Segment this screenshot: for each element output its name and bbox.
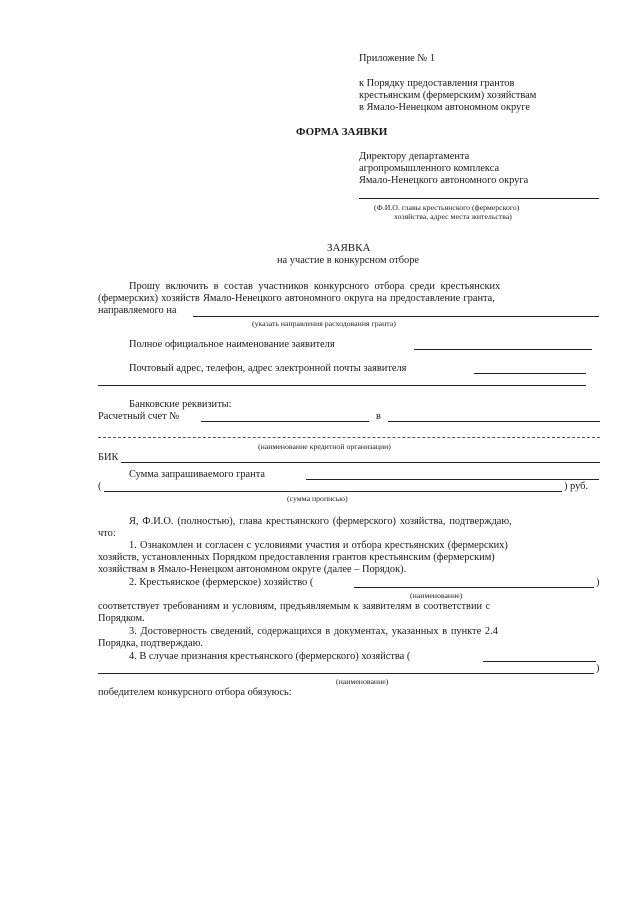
item-1-line-2: хозяйств, установленных Порядком предоставления грантов крестьянским (фермерским)	[98, 552, 495, 563]
procedure-ref-line-2: крестьянским (фермерским) хозяйствам	[359, 90, 537, 101]
confirm-intro-line-2: что:	[98, 528, 116, 539]
addressee-line-3: Ямало-Ненецкого автономного округа	[359, 175, 529, 186]
account-label: Расчетный счет №	[98, 411, 180, 422]
applicant-hint-line-1: (Ф.И.О. главы крестьянского (фермерского)	[374, 203, 520, 212]
account-number-field[interactable]	[201, 421, 369, 422]
full-name-label: Полное официальное наименование заявителя	[129, 339, 335, 350]
item-3-line-1: 3. Достоверность сведений, содержащихся в документах, указанных в пункте 2.4	[129, 626, 498, 637]
full-name-field[interactable]	[414, 349, 592, 350]
bik-field[interactable]	[121, 462, 600, 463]
item-4-line-1: 4. В случае признания крестьянского (фермерского) хозяйства (	[129, 651, 411, 662]
request-line-1: Прошу включить в состав участников конкурсного отбора среди крестьянских	[129, 281, 501, 292]
farm-name-hint: (наименование)	[410, 591, 463, 600]
item-3-line-2: Порядка, подтверждаю.	[98, 638, 204, 649]
bank-name-hint: (наименование кредитной организации)	[258, 442, 391, 451]
item-1-line-1: 1. Ознакомлен и согласен с условиями участия и отбора крестьянских (фермерских)	[129, 540, 508, 551]
application-subtitle: на участие в конкурсном отборе	[277, 255, 420, 266]
bank-name-field[interactable]	[388, 421, 600, 422]
item-2-close: )	[596, 577, 600, 588]
amount-words-hint: (сумма прописью)	[287, 494, 348, 503]
procedure-ref-line-3: в Ямало-Ненецком автономном округе	[359, 102, 530, 113]
item-4-line-2: победителем конкурсного отбора обязуюсь:	[98, 687, 292, 698]
application-title: ЗАЯВКА	[327, 242, 371, 254]
bik-label: БИК	[98, 452, 119, 463]
grant-purpose-field[interactable]	[193, 316, 599, 317]
grant-amount-field[interactable]	[306, 479, 599, 480]
postal-address-field[interactable]	[474, 373, 586, 374]
item-2-line-2: соответствует требованиям и условиям, предъявляемым к заявителям в соответствии с	[98, 601, 491, 612]
request-line-3: направляемого на	[98, 305, 177, 316]
form-title: ФОРМА ЗАЯВКИ	[296, 126, 388, 138]
bank-details-label: Банковские реквизиты:	[129, 399, 232, 410]
winner-farm-name-hint: (наименование)	[336, 677, 389, 686]
winner-farm-name-field-2[interactable]	[98, 673, 594, 674]
item-2-line-1: 2. Крестьянское (фермерское) хозяйство (	[129, 577, 314, 588]
amount-words-field[interactable]	[104, 491, 562, 492]
item-4-close: )	[596, 663, 600, 674]
applicant-hint-line-2: хозяйства, адрес места жительства)	[394, 212, 512, 221]
postal-address-field-2[interactable]	[98, 385, 586, 386]
grant-purpose-hint: (указать направления расходования гранта)	[252, 319, 396, 328]
item-2-line-3: Порядком.	[98, 613, 145, 624]
procedure-ref-line-1: к Порядку предоставления грантов	[359, 78, 515, 89]
postal-address-label: Почтовый адрес, телефон, адрес электронной почты заявителя	[129, 363, 407, 374]
addressee-line-2: агропромышленного комплекса	[359, 163, 500, 174]
amount-words-close: ) руб.	[564, 481, 589, 492]
confirm-intro-line-1: Я, Ф.И.О. (полностью), глава крестьянского (фермерского) хозяйства, подтверждаю,	[129, 516, 512, 527]
request-line-2: (фермерских) хозяйств Ямало-Ненецкого автономного округа на предоставление гранта,	[98, 293, 495, 304]
amount-words-open: (	[98, 481, 102, 492]
grant-amount-label: Сумма запрашиваемого гранта	[129, 469, 265, 480]
account-in-label: в	[376, 411, 381, 422]
appendix-number: Приложение № 1	[359, 53, 436, 64]
farm-name-field[interactable]	[354, 587, 594, 588]
item-1-line-3: хозяйствам в Ямало-Ненецком автономном округе (далее – Порядок).	[98, 564, 407, 575]
winner-farm-name-field[interactable]	[483, 661, 596, 662]
bank-name-field-2[interactable]	[98, 437, 600, 438]
addressee-line-1: Директору департамента	[359, 151, 470, 162]
applicant-name-line[interactable]	[359, 198, 599, 199]
